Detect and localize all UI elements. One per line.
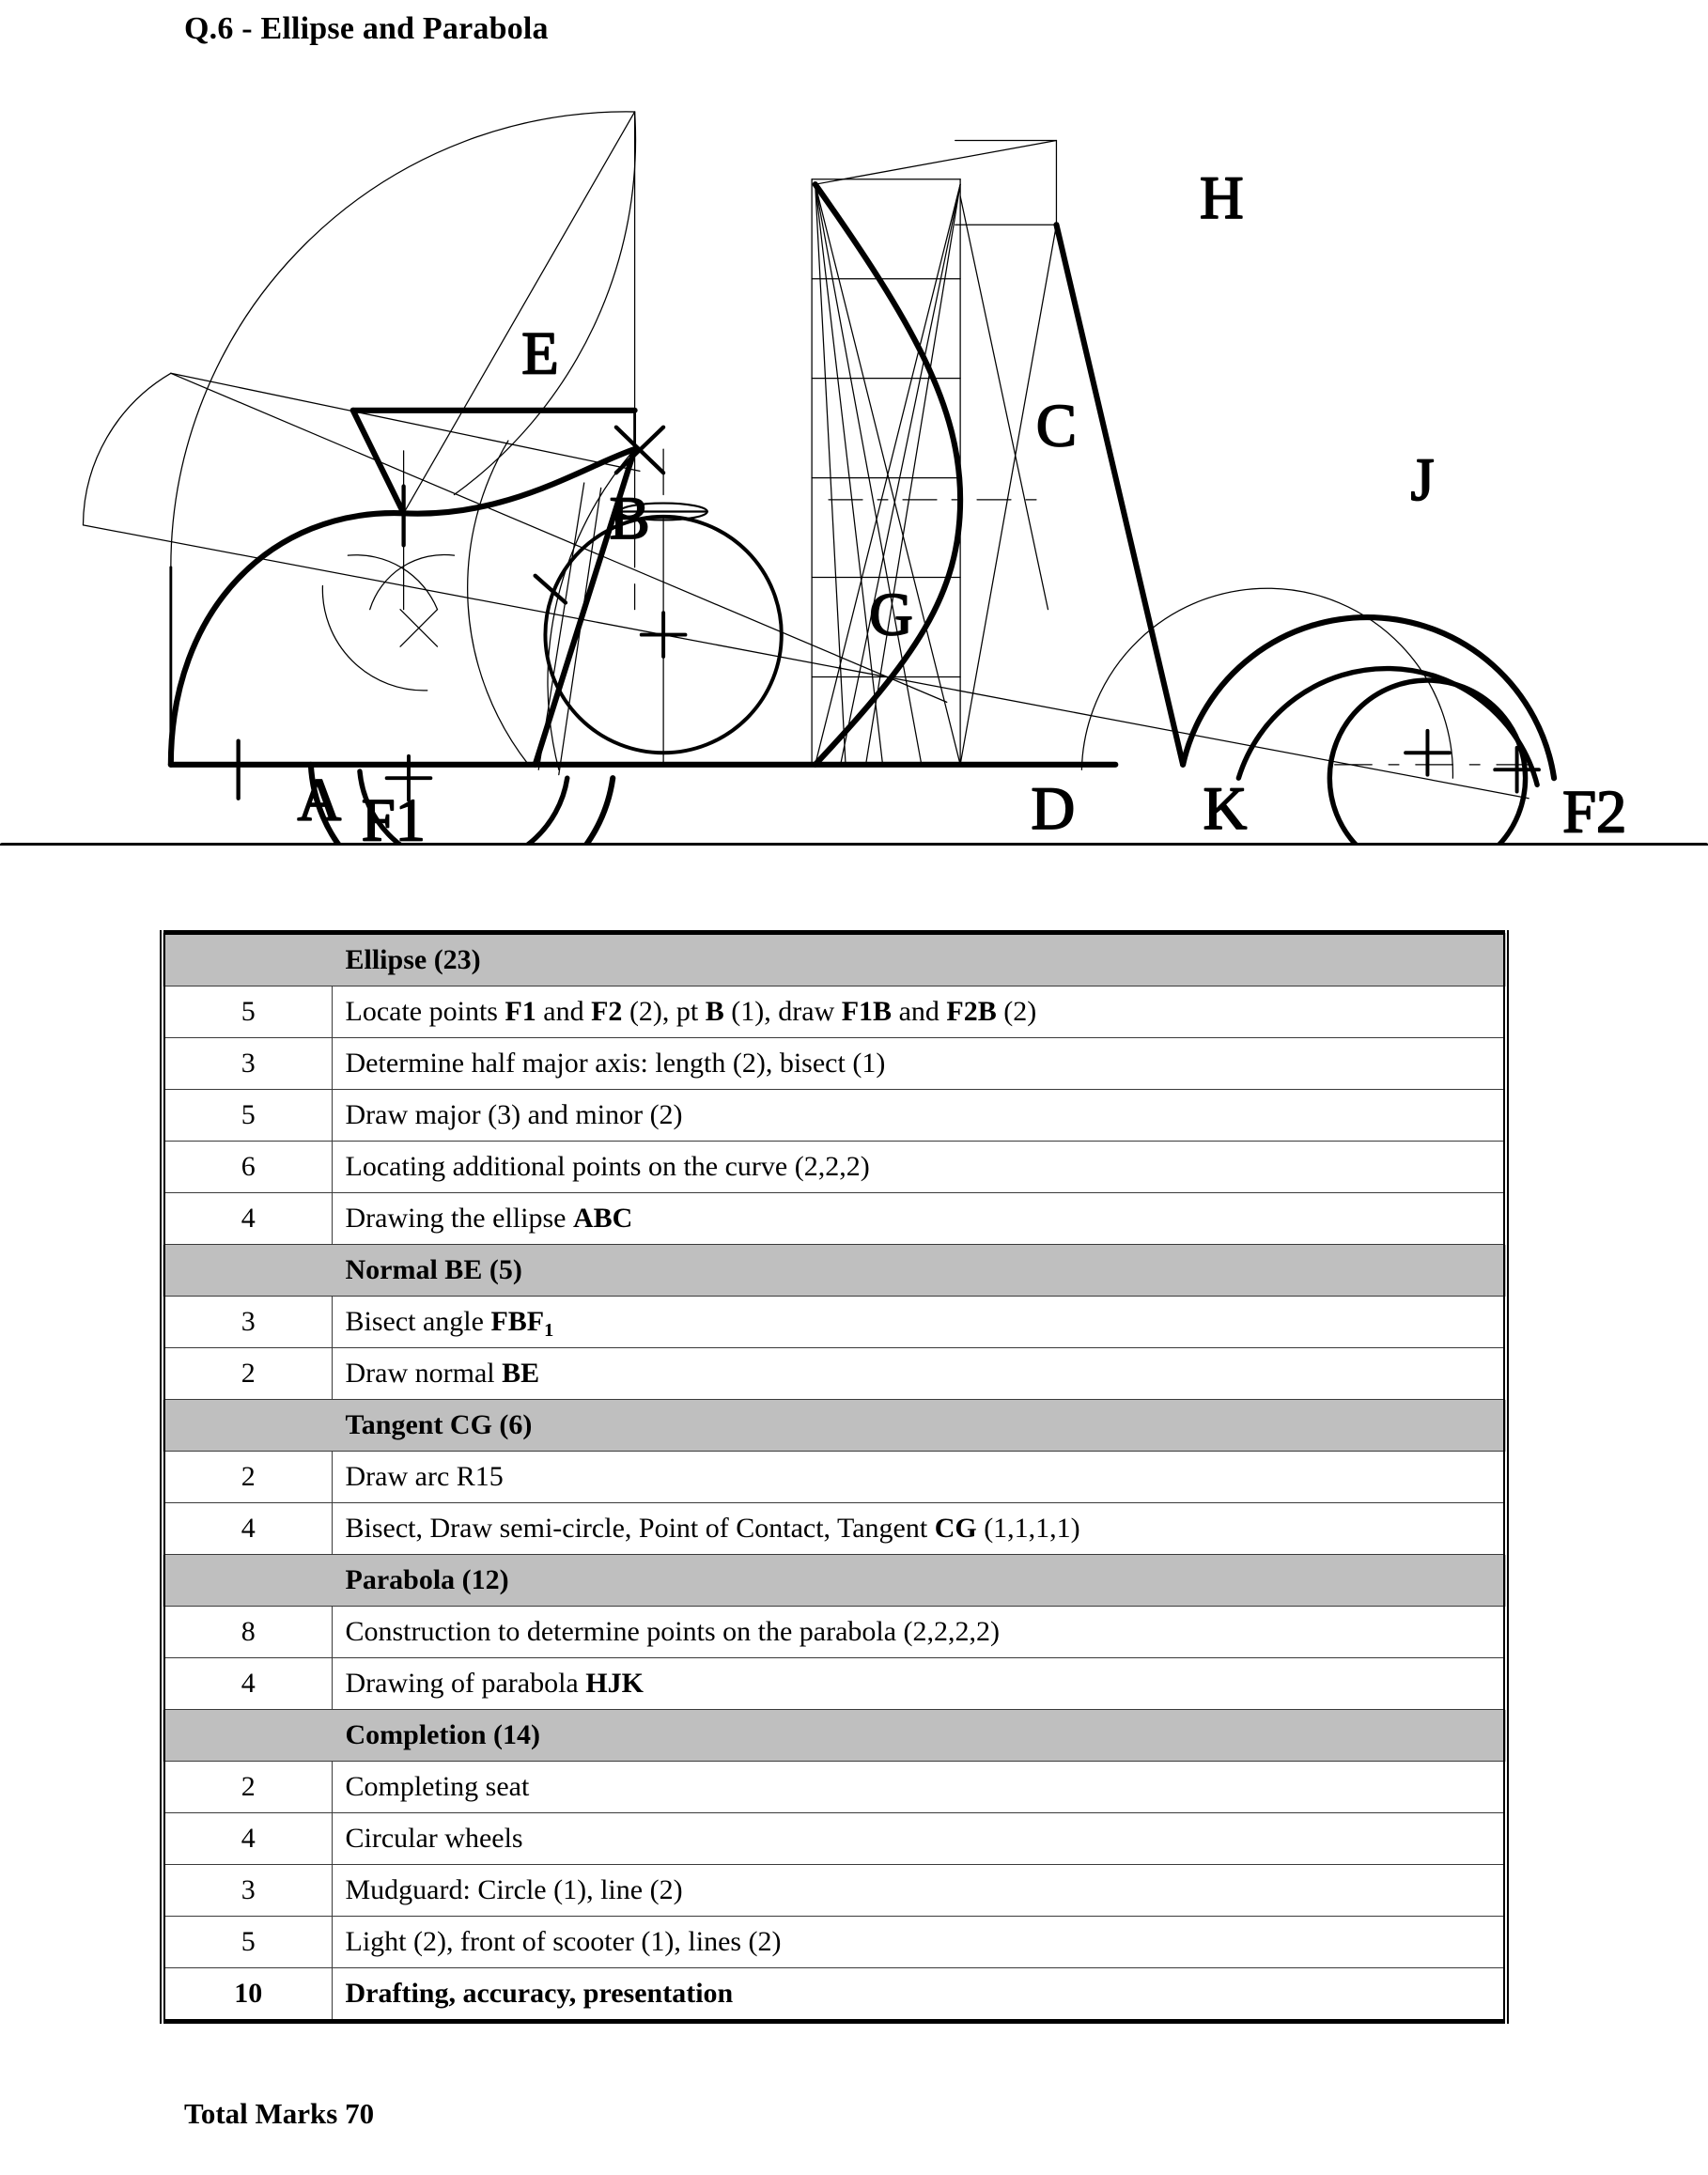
table-row [163, 1038, 1506, 1090]
marks-cell: 5 [163, 1917, 332, 1968]
point-markers [239, 427, 663, 799]
marks-cell: 6 [163, 1142, 332, 1193]
marks-cell: 2 [163, 1452, 332, 1503]
label-A: A [297, 766, 342, 834]
section-header-spacer [163, 933, 332, 987]
section-header-spacer [163, 1555, 332, 1607]
section-header-spacer [163, 1400, 332, 1452]
marks-cell: 10 [163, 1968, 332, 2022]
description-cell: Drawing of parabola HJK [332, 1658, 1506, 1710]
marks-cell: 4 [163, 1813, 332, 1865]
table-row [163, 1968, 1506, 2022]
description-cell: Circular wheels [332, 1813, 1506, 1865]
marks-cell: 3 [163, 1038, 332, 1090]
marks-cell: 5 [163, 987, 332, 1038]
description-cell: Bisect angle $FBF_1$ [332, 1297, 1506, 1348]
table-row [163, 1658, 1506, 1710]
table-row [163, 1297, 1506, 1348]
label-G: G [869, 580, 913, 648]
section-header-spacer [163, 1245, 332, 1297]
marks-cell: 4 [163, 1193, 332, 1245]
marks-cell: 3 [163, 1865, 332, 1917]
total-marks: Total Marks 70 [184, 2097, 375, 2130]
table-row [163, 987, 1506, 1038]
section-header-row [163, 1400, 1506, 1452]
description-cell: Completing seat [332, 1762, 1506, 1813]
label-K: K [1203, 774, 1248, 843]
description-cell: Locating additional points on the curve (2,2,2) [332, 1142, 1506, 1193]
table-row [163, 1193, 1506, 1245]
technical-drawing [0, 103, 1708, 846]
description-cell: Draw normal BE [332, 1348, 1506, 1400]
table-row [163, 1917, 1506, 1968]
section-header-spacer [163, 1710, 332, 1762]
marks-cell: 5 [163, 1090, 332, 1142]
table-row [163, 1865, 1506, 1917]
label-C: C [1035, 391, 1078, 459]
description-cell: Bisect, Draw semi-circle, Point of Contact, Tangent CG (1,1,1,1) [332, 1503, 1506, 1555]
description-cell: Mudguard: Circle (1), line (2) [332, 1865, 1506, 1917]
body-structure [171, 411, 635, 765]
marking-scheme-body [163, 933, 1506, 2022]
marks-cell: 2 [163, 1762, 332, 1813]
description-cell: Draw major (3) and minor (2) [332, 1090, 1506, 1142]
section-header-row [163, 1555, 1506, 1607]
table-row [163, 1348, 1506, 1400]
table-row [163, 1813, 1506, 1865]
table-row [163, 1142, 1506, 1193]
section-heading: Tangent CG (6) [332, 1400, 1506, 1452]
description-cell: Locate points F1 and F2 (2), pt B (1), draw F1B and F2B (2) [332, 987, 1506, 1038]
table-row [163, 1607, 1506, 1658]
description-cell: Draw arc R15 [332, 1452, 1506, 1503]
section-header-row [163, 1710, 1506, 1762]
label-E: E [521, 318, 559, 387]
table-row [163, 1452, 1506, 1503]
page-title: Q.6 - Ellipse and Parabola [184, 11, 549, 46]
table-row [163, 1090, 1506, 1142]
description-cell: Light (2), front of scooter (1), lines (2) [332, 1917, 1506, 1968]
label-B: B [609, 484, 650, 552]
description-cell: Drawing the ellipse ABC [332, 1193, 1506, 1245]
marks-cell: 4 [163, 1503, 332, 1555]
label-F1: F1 [361, 785, 426, 846]
marks-cell: 3 [163, 1297, 332, 1348]
section-header-row [163, 933, 1506, 987]
label-F2: F2 [1562, 777, 1627, 846]
section-heading: Parabola (12) [332, 1555, 1506, 1607]
label-H: H [1200, 163, 1244, 232]
label-J: J [1410, 444, 1435, 513]
table-row [163, 1762, 1506, 1813]
section-heading: Ellipse (23) [332, 933, 1506, 987]
table-row [163, 1503, 1506, 1555]
label-D: D [1031, 774, 1076, 843]
marks-cell: 2 [163, 1348, 332, 1400]
description-cell: Determine half major axis: length (2), bisect (1) [332, 1038, 1506, 1090]
description-cell: Drafting, accuracy, presentation [332, 1968, 1506, 2022]
marking-scheme-table [160, 930, 1509, 2024]
section-header-row [163, 1245, 1506, 1297]
description-cell: Construction to determine points on the parabola (2,2,2,2) [332, 1607, 1506, 1658]
marks-cell: 4 [163, 1658, 332, 1710]
marks-cell: 8 [163, 1607, 332, 1658]
scooter-construction-svg [0, 103, 1708, 846]
construction-lines [83, 112, 1529, 799]
section-heading: Normal BE (5) [332, 1245, 1506, 1297]
section-heading: Completion (14) [332, 1710, 1506, 1762]
